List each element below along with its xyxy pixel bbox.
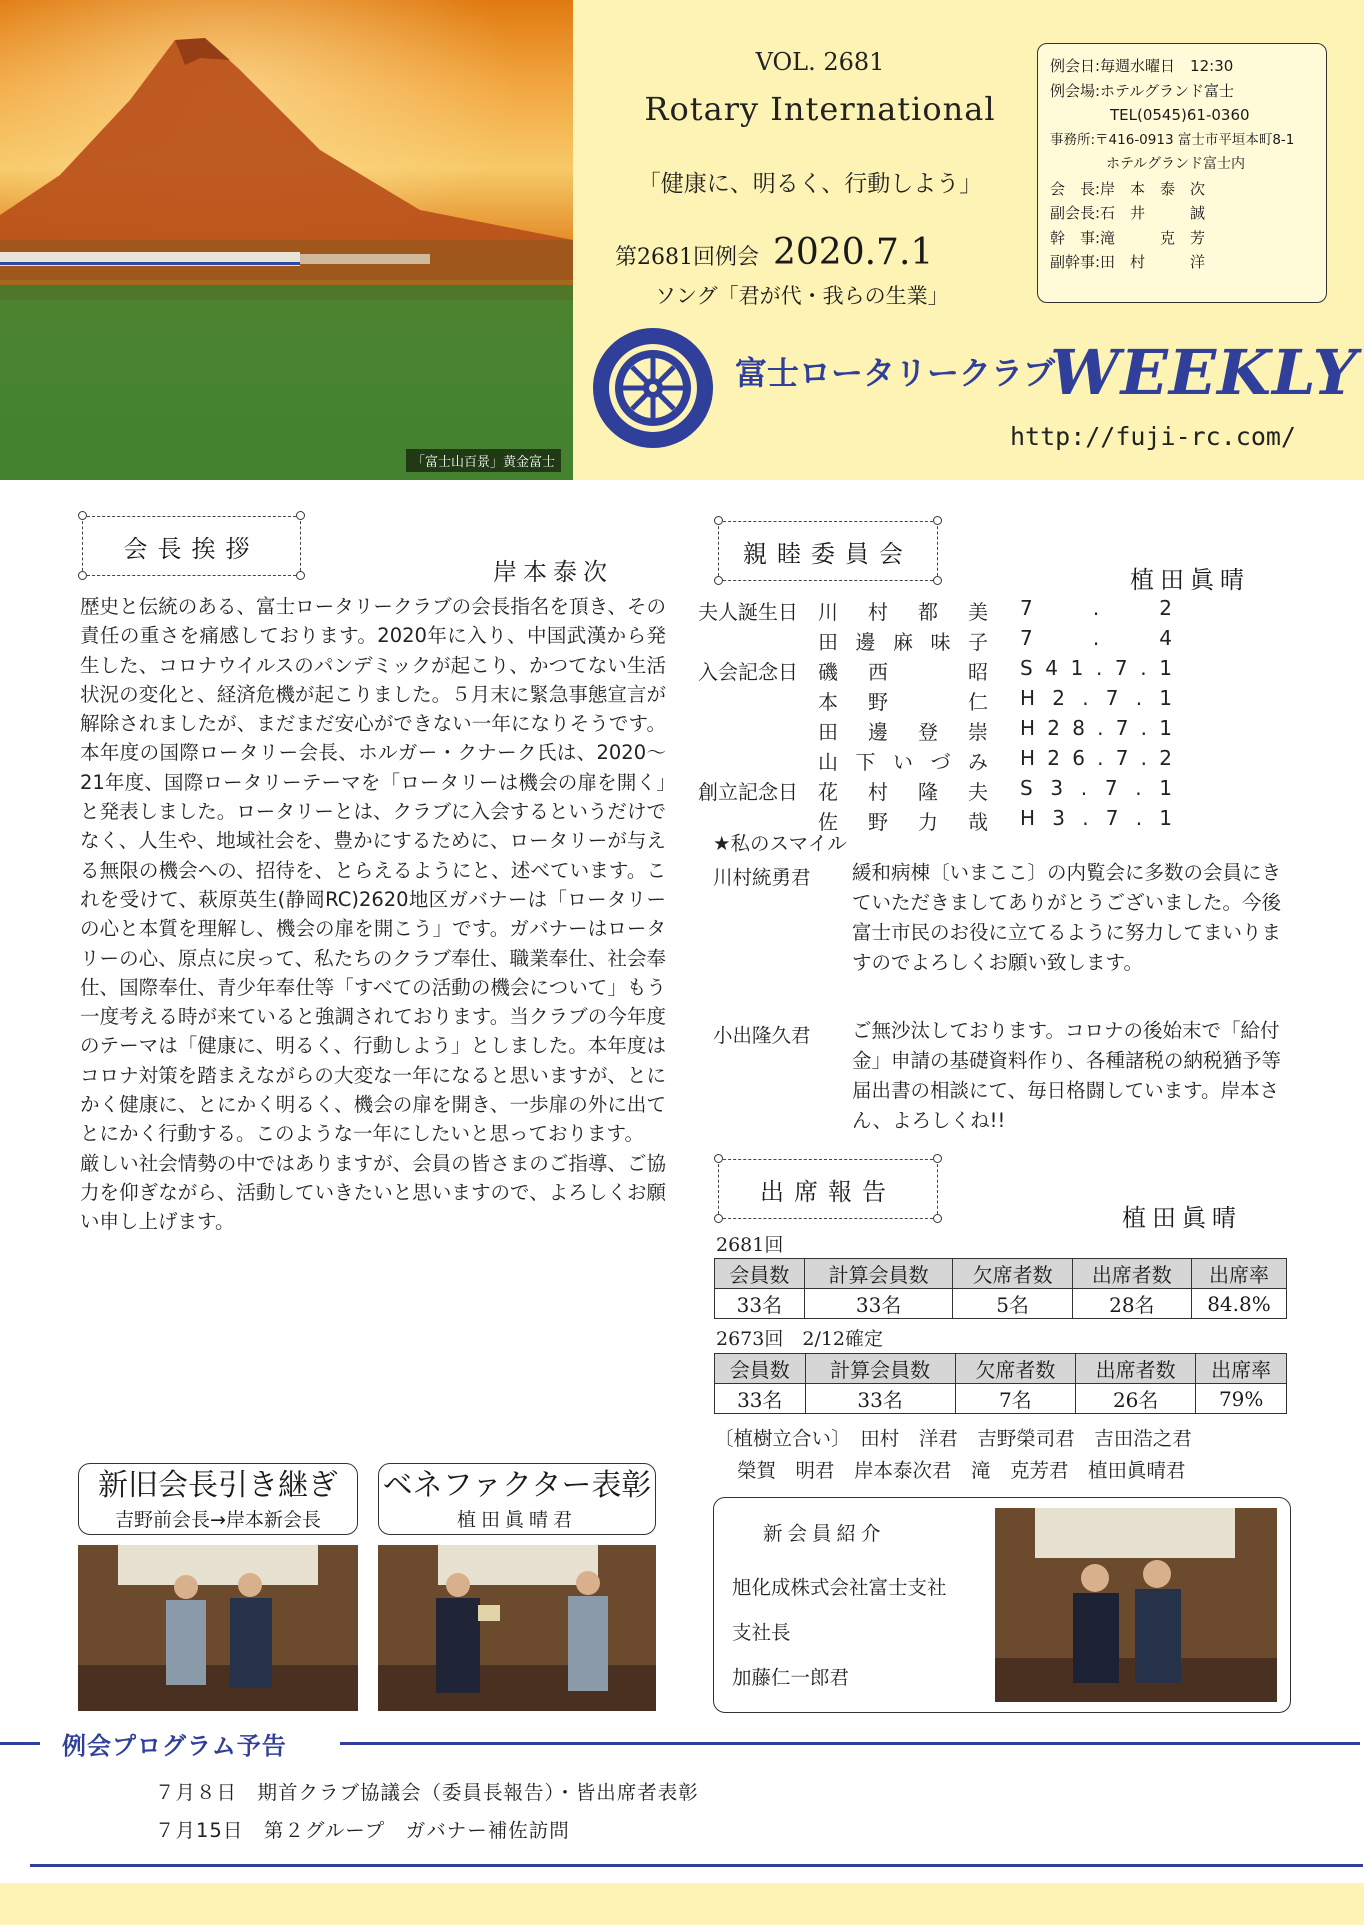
cell: 33名: [715, 1289, 805, 1319]
cell: 26名: [1076, 1384, 1196, 1414]
celebration-name: 田 邊 麻 味 子: [818, 630, 988, 654]
photo-title-benefactor: [378, 1463, 656, 1535]
celebration-date: S 3 . 7 . 1: [1020, 776, 1172, 800]
celebration-date: 7 . 2: [1020, 596, 1172, 620]
footer-band: [0, 1883, 1364, 1925]
attendance-table-2673: [714, 1353, 1287, 1414]
celebration-name: 花 村 隆 夫: [818, 780, 988, 804]
info-line: 事務所:〒416-0913 富士市平垣本町8-1: [1050, 131, 1295, 148]
info-line: 幹 事:滝 克 芳: [1050, 228, 1206, 247]
celebration-name: 佐 野 力 哉: [818, 810, 988, 834]
info-line: 例会場:ホテルグランド富士: [1050, 81, 1235, 100]
info-line: ホテルグランド富士内: [1050, 156, 1246, 172]
president-message-text: 歴史と伝統のある、富士ロータリークラブの会長指名を頂き、その責任の重さを痛感しております。2020年に入り、中国武漢から発生した、コロナウイルスのパンデミックが起こり、かつてない生活状況の変化と、経済危機が起こりました。５月末に緊急事態宣言が解除されましたが、まだまだ安心ができない一年になりそうです。本年度の国際ロータリー会長、ホルガー・クナーク氏は、2020〜21年度、国際ロータリーテーマを「ロータリーは機会の扉を開く」と発表しました。ロータリーとは、クラブに入会するというだけでなく、人生や、地域社会を、豊かにするために、ロータリーが与える無限の機会への、招待を、とらえるようにと、述べています。これを受けて、萩原英生(静岡RC)2620地区ガバナーは「ロータリーの心と本質を理解し、機会の扉を開こう」です。ガバナーはロータリーの心、原点に戻って、私たちのクラブ奉仕、職業奉仕、社会奉仕、国際奉仕、青少年奉仕等「すべての活動の機会について」もう一度考える時が来ていると強調されております。当クラブの今年度のテーマは「健康に、明るく、行動しよう」としました。本年度はコロナ対策を踏まえながらの大変な一年になると思いますが、とにかく健康に、とにかく明るく、機会の扉を開き、一歩扉の外に出てとにかく行動する。このような一年にしたいと思っております。 厳しい社会情勢の中ではありますが、会員の皆さまのご指導、ご協力を仰ぎながら、活動していきたいと思いますので、よろしくお願い申し上げます。: [80, 595, 666, 1234]
program-rule: [340, 1742, 1360, 1745]
celebration-category: 入会記念日: [698, 660, 798, 684]
club-url[interactable]: http://fuji-rc.com/: [1010, 422, 1296, 451]
program-title: 例会プログラム予告: [62, 1732, 287, 1760]
cell: 33名: [805, 1384, 955, 1414]
song: ソング「君が代・我らの生業」: [655, 284, 949, 308]
col-header: 会員数: [715, 1259, 805, 1289]
table2-label: 2673回 2/12確定: [716, 1328, 884, 1350]
president-message: [80, 592, 666, 1237]
rotary-wheel-logo: [590, 325, 716, 451]
section-title-shinboku: [718, 521, 938, 581]
celebration-date: 7 . 4: [1020, 626, 1172, 650]
cell: 7名: [955, 1384, 1075, 1414]
celebration-name: 川 村 都 美: [818, 600, 988, 624]
info-line: 副幹事:田 村 洋: [1050, 253, 1206, 271]
photo-title: ベネファクター表彰: [382, 1468, 652, 1503]
planting-line-1: 〔植樹立合い〕 田村 洋君 吉野榮司君 吉田浩之君: [714, 1427, 1192, 1450]
celebration-name: 磯 西 昭: [818, 660, 988, 684]
smile-name: 小出隆久君: [713, 1024, 811, 1047]
col-header: 出席者数: [1072, 1259, 1191, 1289]
info-line: 会 長:岸 本 泰 次: [1050, 179, 1206, 198]
year-theme: 「健康に、明るく、行動しよう」: [637, 171, 983, 197]
photo-subtitle: 植田眞晴君: [456, 1509, 577, 1531]
table-row: [715, 1289, 1287, 1319]
col-header: 会員数: [715, 1354, 806, 1384]
cover-photo-fuji: [0, 0, 573, 480]
meeting-line: [615, 232, 1015, 273]
col-header: 出席者数: [1076, 1354, 1196, 1384]
rotary-international: Rotary International: [644, 90, 996, 128]
shinboku-author: 植田眞晴: [1130, 566, 1250, 594]
table1-label: 2681回: [716, 1234, 784, 1256]
new-member-title: 新会員紹介: [763, 1522, 886, 1545]
cell: 33名: [715, 1384, 806, 1414]
attendance-table-2681: [714, 1258, 1287, 1319]
attendance-author: 植田眞晴: [1122, 1204, 1242, 1232]
cell: 28名: [1072, 1289, 1191, 1319]
club-info-box: [1037, 43, 1327, 303]
celebration-name: 山 下 い づ み: [818, 750, 988, 774]
celebration-date: H 3 . 7 . 1: [1020, 806, 1172, 830]
meeting-number: 第2681回例会: [615, 245, 759, 270]
info-line: 例会日:毎週水曜日 12:30: [1050, 57, 1234, 75]
section-title-text: 出席報告: [760, 1177, 896, 1206]
program-item: ７月15日 第２グループ ガバナー補佐訪問: [155, 1819, 570, 1842]
club-name: 富士ロータリークラブ: [735, 354, 1056, 392]
photo-new-member: [995, 1508, 1277, 1702]
cell: 84.8%: [1191, 1289, 1286, 1319]
photo-subtitle: 吉野前会長→岸本新会長: [115, 1509, 321, 1531]
weekly-title: WEEKLY: [1050, 336, 1358, 409]
new-member-position: 支社長: [732, 1621, 791, 1644]
president-author: 岸本泰次: [493, 558, 613, 586]
program-bottom-rule: [30, 1864, 1363, 1867]
photo-title-handover: [78, 1463, 358, 1535]
cell: 33名: [804, 1289, 953, 1319]
photo-handover: [78, 1545, 358, 1711]
section-title-text: 会長挨拶: [123, 534, 260, 563]
col-header: 出席率: [1191, 1259, 1286, 1289]
meeting-date: 2020.7.1: [773, 232, 934, 273]
col-header: 計算会員数: [805, 1354, 955, 1384]
photo-title: 新旧会長引き継ぎ: [98, 1468, 338, 1503]
program-rule: [0, 1742, 40, 1745]
celebration-date: S 4 1 . 7 . 1: [1020, 656, 1172, 680]
section-title-attendance: [718, 1159, 938, 1219]
col-header: 欠席者数: [953, 1259, 1072, 1289]
celebration-category: 創立記念日: [698, 780, 798, 804]
section-title-president: [82, 516, 301, 576]
photo-benefactor: [378, 1545, 656, 1711]
planting-line-2: 榮賀 明君 岸本泰次君 滝 克芳君 植田眞晴君: [737, 1459, 1186, 1482]
col-header: 欠席者数: [955, 1354, 1075, 1384]
smile-text: 緩和病棟〔いまここ〕の内覧会に多数の会員にきていただきましてありがとうございました。今後富士市民のお役に立てるように努力してまいりますのでよろしくお願い致します。: [852, 861, 1282, 974]
celebration-date: H 2 8 . 7 . 1: [1020, 716, 1172, 740]
info-line: 副会長:石 井 誠: [1050, 204, 1206, 222]
table-row: [715, 1384, 1287, 1414]
celebration-date: H 2 . 7 . 1: [1020, 686, 1172, 710]
new-member-company: 旭化成株式会社富士支社: [732, 1576, 947, 1599]
celebration-date: H 2 6 . 7 . 2: [1020, 746, 1172, 770]
photo-caption: 「富士山百景」黄金富士: [406, 449, 561, 472]
info-line: TEL(0545)61-0360: [1050, 106, 1250, 124]
celebration-name: 田 邊 登 崇: [818, 720, 988, 744]
smile-text: ご無沙汰しております。コロナの後始末で「給付金」申請の基礎資料作り、各種諸税の納税猶予等届出書の相談にて、毎日格闘しています。岸本さん、よろしくね!!: [852, 1019, 1282, 1132]
smile-name: 川村統勇君: [713, 866, 811, 889]
celebration-category: 夫人誕生日: [698, 600, 798, 624]
cell: 5名: [953, 1289, 1072, 1319]
col-header: 出席率: [1196, 1354, 1287, 1384]
program-item: ７月８日 期首クラブ協議会（委員長報告）・皆出席者表彰: [155, 1781, 699, 1804]
volume-number: VOL. 2681: [755, 48, 885, 76]
smile-heading: ★私のスマイル: [713, 832, 847, 855]
section-title-text: 親睦委員会: [743, 539, 913, 568]
col-header: 計算会員数: [804, 1259, 953, 1289]
new-member-name: 加藤仁一郎君: [732, 1666, 850, 1689]
celebration-name: 本 野 仁: [818, 690, 988, 714]
cell: 79%: [1196, 1384, 1287, 1414]
